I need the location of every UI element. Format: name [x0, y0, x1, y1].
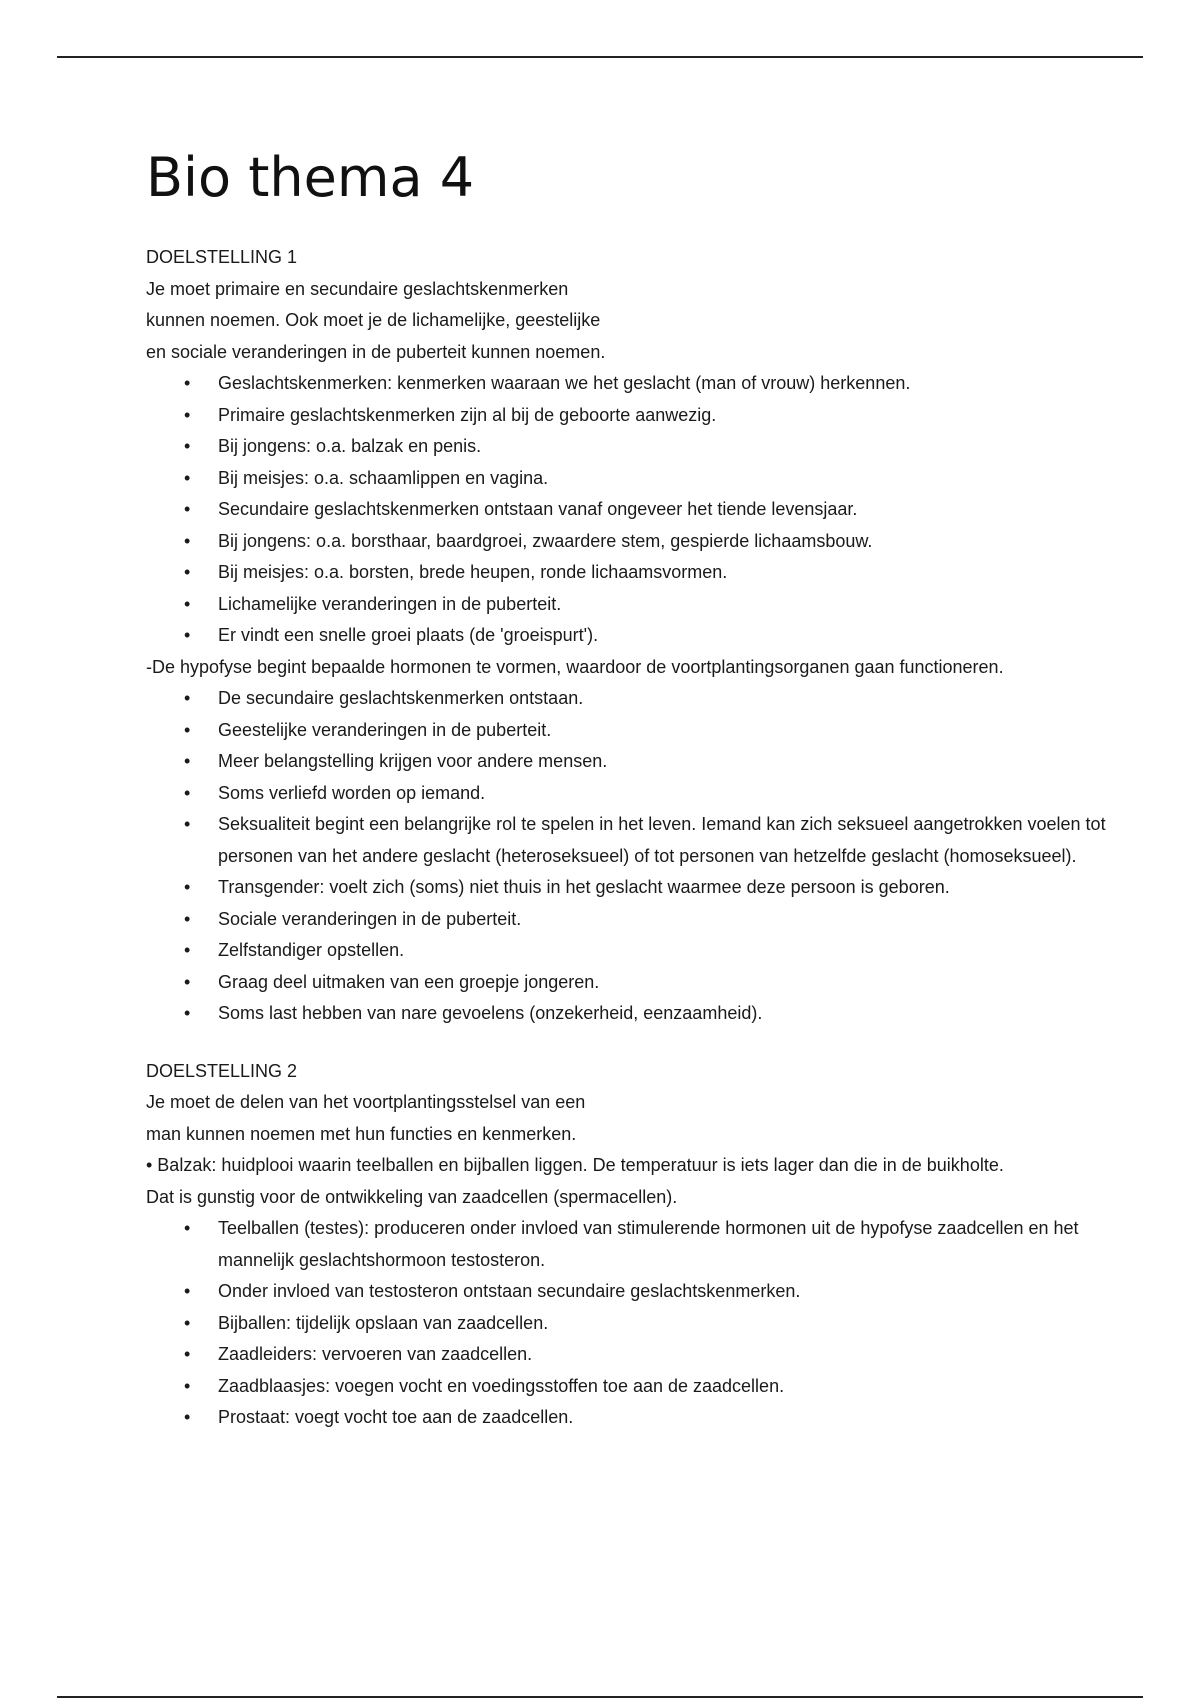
list-item: • Primaire geslachtskenmerken zijn al bij de geboorte aanwezig.: [218, 400, 1106, 432]
section1-intro-line: Je moet primaire en secundaire geslachtskenmerken: [146, 278, 569, 299]
list-item: • Er vindt een snelle groei plaats (de 'groeispurt').: [218, 620, 1106, 652]
section1-intro-line: en sociale veranderingen in de puberteit kunnen noemen.: [146, 341, 606, 362]
list-item: • Sociale veranderingen in de puberteit.: [218, 904, 1106, 936]
list-item: • Soms verliefd worden op iemand.: [218, 778, 1106, 810]
section1-bullet-list-a: [146, 368, 1106, 652]
list-item: • Bij jongens: o.a. balzak en penis.: [218, 431, 1106, 463]
balzak-paragraph: • Balzak: huidplooi waarin teelballen en bijballen liggen. De temperatuur is iets lager dan die in de buikholte.: [146, 1155, 1004, 1175]
list-item: • Bij meisjes: o.a. borsten, brede heupen, ronde lichaamsvormen.: [218, 557, 1106, 589]
gunstig-paragraph: Dat is gunstig voor de ontwikkeling van zaadcellen (spermacellen).: [146, 1186, 678, 1207]
list-item: • Secundaire geslachtskenmerken ontstaan vanaf ongeveer het tiende levensjaar.: [218, 494, 1106, 526]
list-item: • Bijballen: tijdelijk opslaan van zaadcellen.: [218, 1308, 1106, 1340]
hypofyse-paragraph: -De hypofyse begint bepaalde hormonen te vormen, waardoor de voortplantingsorganen gaan functioneren.: [146, 656, 1004, 677]
list-item: • Bij jongens: o.a. borsthaar, baardgroei, zwaardere stem, gespierde lichaamsbouw.: [218, 526, 1106, 558]
section2-intro-line: man kunnen noemen met hun functies en kenmerken.: [146, 1123, 577, 1144]
list-item: • Graag deel uitmaken van een groepje jongeren.: [218, 967, 1106, 999]
list-item: • Meer belangstelling krijgen voor andere mensen.: [218, 746, 1106, 778]
list-item: • Lichamelijke veranderingen in de puberteit.: [218, 589, 1106, 621]
section2-bullet-list: [146, 1213, 1106, 1434]
list-item: • Onder invloed van testosteron ontstaan secundaire geslachtskenmerken.: [218, 1276, 1106, 1308]
page-title: Bio thema 4: [146, 146, 475, 209]
list-item: • Seksualiteit begint een belangrijke rol te spelen in het leven. Iemand kan zich seksueel aangetrokken voelen tot personen van het andere geslacht (heteroseksueel) of tot personen van hetzelfde geslacht (homoseksueel).: [218, 809, 1106, 872]
list-item: • Zelfstandiger opstellen.: [218, 935, 1106, 967]
list-item: • Bij meisjes: o.a. schaamlippen en vagina.: [218, 463, 1106, 495]
list-item: • Geestelijke veranderingen in de puberteit.: [218, 715, 1106, 747]
list-item: • Zaadleiders: vervoeren van zaadcellen.: [218, 1339, 1106, 1371]
section1-intro-line: kunnen noemen. Ook moet je de lichamelijke, geestelijke: [146, 310, 601, 330]
list-item: • Transgender: voelt zich (soms) niet thuis in het geslacht waarmee deze persoon is geboren.: [218, 872, 1106, 904]
document-body: [146, 140, 1106, 1434]
list-item: • Zaadblaasjes: voegen vocht en voedingsstoffen toe aan de zaadcellen.: [218, 1371, 1106, 1403]
bottom-rule: [57, 1696, 1143, 1698]
list-item: • Teelballen (testes): produceren onder invloed van stimulerende hormonen uit de hypofyse zaadcellen en het mannelijk geslachtshormoon testosteron.: [218, 1213, 1106, 1276]
section1-heading: DOELSTELLING 1: [146, 247, 298, 267]
list-item: • Prostaat: voegt vocht toe aan de zaadcellen.: [218, 1402, 1106, 1434]
section-spacer: [146, 1030, 1106, 1056]
list-item: • Soms last hebben van nare gevoelens (onzekerheid, eenzaamheid).: [218, 998, 1106, 1030]
top-rule: [57, 56, 1143, 58]
section2-intro-line: Je moet de delen van het voortplantingsstelsel van een: [146, 1092, 586, 1112]
list-item: • Geslachtskenmerken: kenmerken waaraan we het geslacht (man of vrouw) herkennen.: [218, 368, 1106, 400]
section1-bullet-list-b: [146, 683, 1106, 1030]
list-item: • De secundaire geslachtskenmerken ontstaan.: [218, 683, 1106, 715]
section2-heading: DOELSTELLING 2: [146, 1060, 298, 1081]
